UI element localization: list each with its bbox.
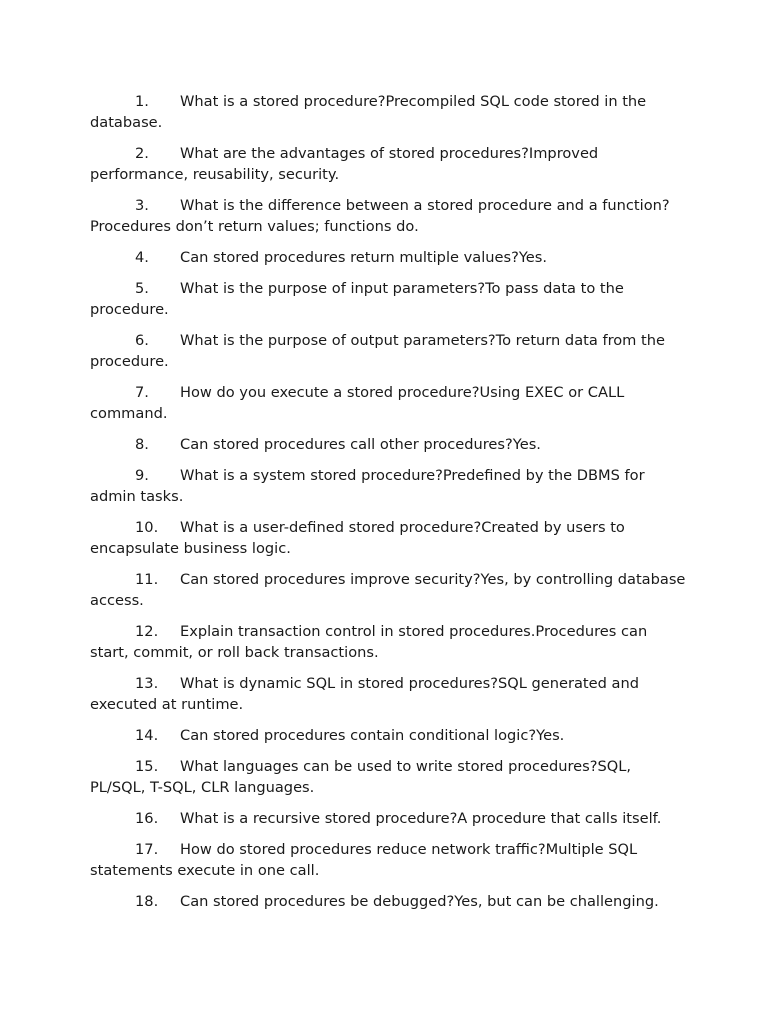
list-item xyxy=(90,143,690,185)
item-number: 18. xyxy=(135,893,159,910)
item-text: What are the advantages of stored procedures?Improved performance, reusability, security. xyxy=(90,145,599,183)
item-number: 14. xyxy=(135,727,159,744)
item-text: What is a stored procedure?Precompiled SQL code stored in the database. xyxy=(90,93,647,131)
list-item xyxy=(90,756,690,798)
list-item xyxy=(90,382,690,424)
item-text: What languages can be used to write stored procedures?SQL, PL/SQL, T-SQL, CLR languages. xyxy=(90,758,631,796)
item-number: 9. xyxy=(135,467,149,484)
item-number: 7. xyxy=(135,384,149,401)
list-item xyxy=(90,330,690,372)
item-text: What is the purpose of output parameters?To return data from the procedure. xyxy=(90,332,665,370)
item-number: 1. xyxy=(135,93,149,110)
item-number: 16. xyxy=(135,810,159,827)
item-number: 12. xyxy=(135,623,159,640)
list-item xyxy=(90,278,690,320)
item-text: Can stored procedures improve security?Yes, by controlling database access. xyxy=(90,571,686,609)
item-text: What is a system stored procedure?Predefined by the DBMS for admin tasks. xyxy=(90,467,645,505)
list-item xyxy=(90,195,690,237)
list-item xyxy=(90,434,690,455)
list-item xyxy=(90,808,690,829)
item-number: 11. xyxy=(135,571,159,588)
qa-list xyxy=(90,91,690,922)
list-item xyxy=(90,725,690,746)
list-item xyxy=(90,91,690,133)
item-text: Can stored procedures call other procedures?Yes. xyxy=(180,436,541,453)
list-item xyxy=(90,569,690,611)
list-item xyxy=(90,517,690,559)
item-text: Explain transaction control in stored procedures.Procedures can start, commit, or roll back transactions. xyxy=(90,623,648,661)
list-item xyxy=(90,465,690,507)
item-text: Can stored procedures return multiple values?Yes. xyxy=(180,249,548,266)
item-number: 8. xyxy=(135,436,149,453)
item-number: 10. xyxy=(135,519,159,536)
item-number: 6. xyxy=(135,332,149,349)
item-number: 5. xyxy=(135,280,149,297)
list-item xyxy=(90,891,690,912)
item-text: What is dynamic SQL in stored procedures?SQL generated and executed at runtime. xyxy=(90,675,639,713)
list-item xyxy=(90,621,690,663)
item-number: 17. xyxy=(135,841,159,858)
item-number: 13. xyxy=(135,675,159,692)
item-text: What is the difference between a stored procedure and a function?Procedures don’t return values; functions do. xyxy=(90,197,670,235)
item-text: How do you execute a stored procedure?Using EXEC or CALL command. xyxy=(90,384,625,422)
item-text: What is the purpose of input parameters?To pass data to the procedure. xyxy=(90,280,624,318)
item-text: Can stored procedures contain conditional logic?Yes. xyxy=(180,727,565,744)
list-item xyxy=(90,673,690,715)
item-text: What is a user-defined stored procedure?Created by users to encapsulate business logic. xyxy=(90,519,625,557)
list-item xyxy=(90,839,690,881)
list-item xyxy=(90,247,690,268)
item-number: 4. xyxy=(135,249,149,266)
item-text: Can stored procedures be debugged?Yes, but can be challenging. xyxy=(180,893,659,910)
item-number: 15. xyxy=(135,758,159,775)
item-text: How do stored procedures reduce network traffic?Multiple SQL statements execute in one call. xyxy=(90,841,638,879)
item-text: What is a recursive stored procedure?A procedure that calls itself. xyxy=(180,810,662,827)
item-number: 2. xyxy=(135,145,149,162)
item-number: 3. xyxy=(135,197,149,214)
